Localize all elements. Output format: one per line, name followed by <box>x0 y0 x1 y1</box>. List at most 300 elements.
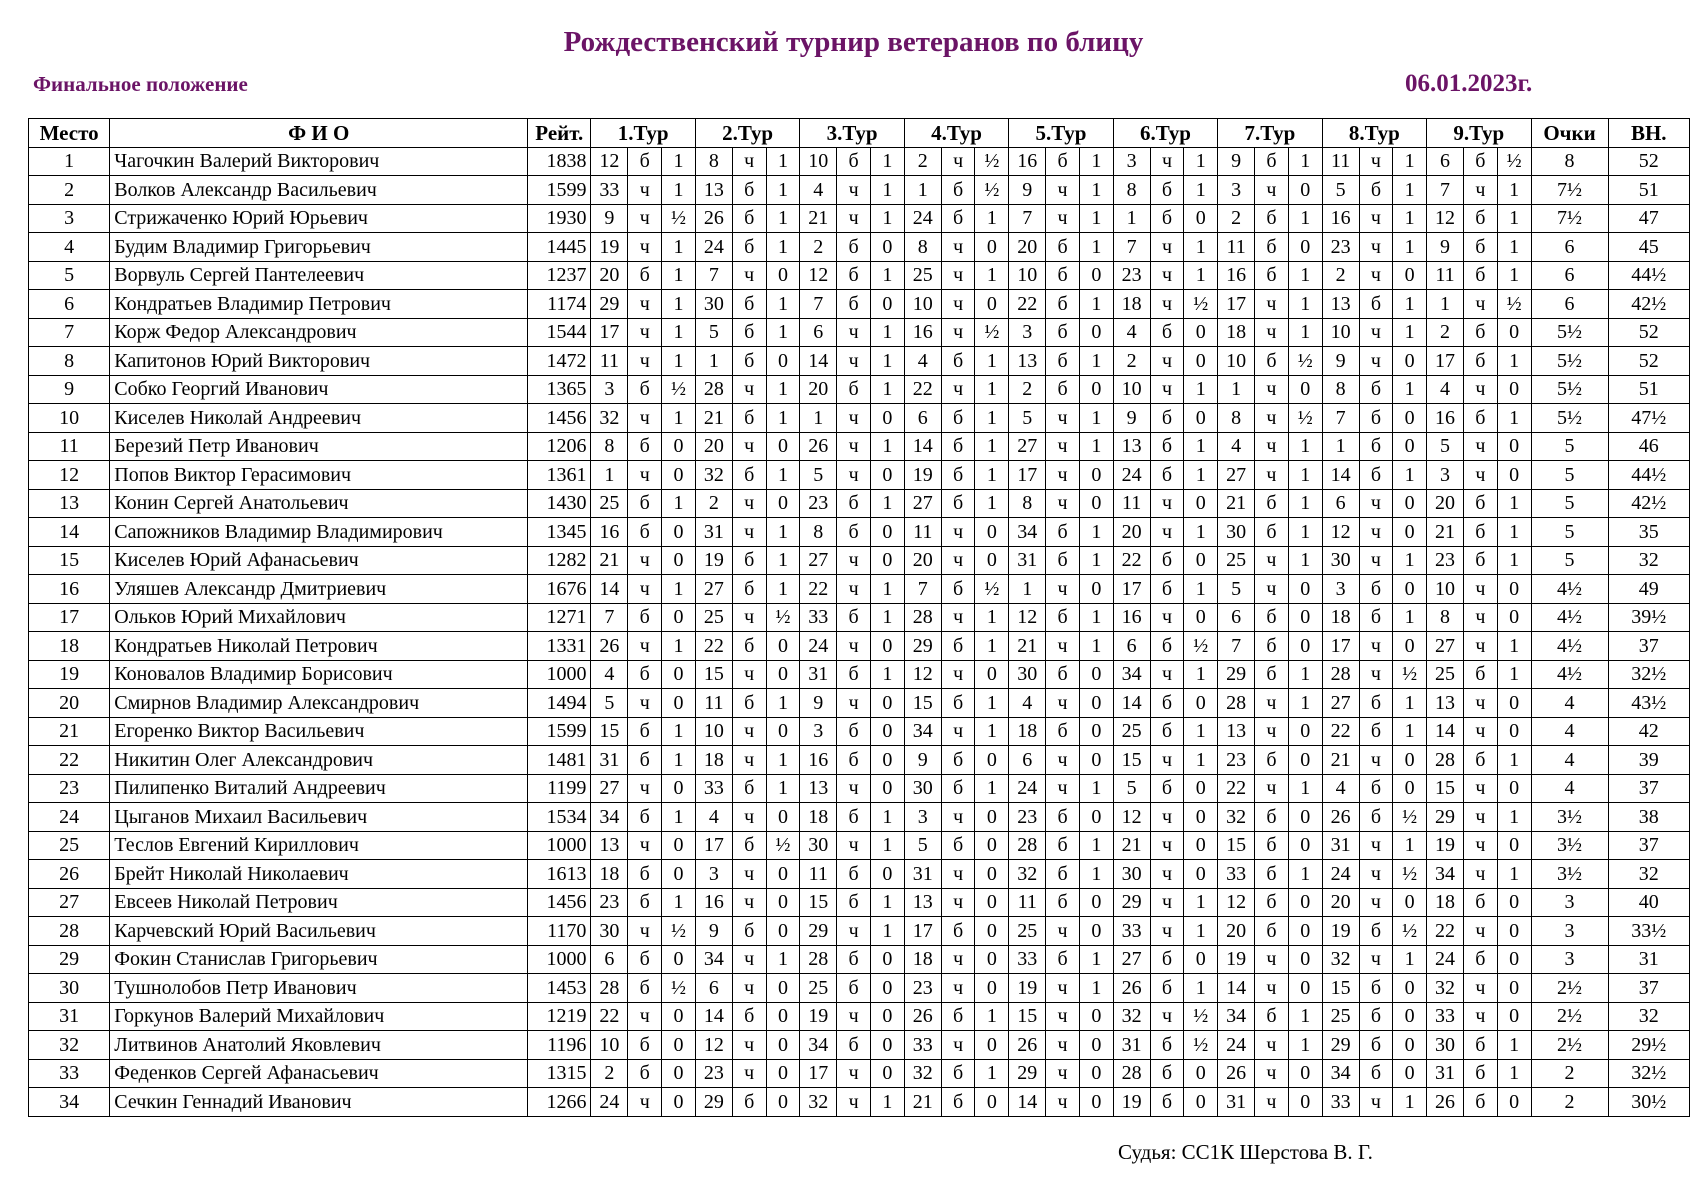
round-5-opponent-cell: 20 <box>1009 233 1046 262</box>
round-5-color-cell: б <box>1046 888 1080 917</box>
round-1-opponent-cell: 12 <box>591 147 628 176</box>
round-5-color-cell: б <box>1046 603 1080 632</box>
tiebreak-cell: 47½ <box>1608 404 1689 433</box>
round-6-result-cell: 0 <box>1184 347 1218 376</box>
round-3-opponent-cell: 25 <box>800 974 837 1003</box>
round-3-opponent-cell: 8 <box>800 518 837 547</box>
round-4-opponent-cell: 30 <box>904 774 941 803</box>
round-9-color-cell: б <box>1463 546 1497 575</box>
round-5-opponent-cell: 17 <box>1009 461 1046 490</box>
round-1-opponent-cell: 28 <box>591 974 628 1003</box>
round-8-result-cell: ½ <box>1393 803 1427 832</box>
round-9-result-cell: 0 <box>1497 1088 1531 1117</box>
round-5-result-cell: 1 <box>1079 831 1113 860</box>
round-2-opponent-cell: 18 <box>695 746 732 775</box>
round-2-opponent-cell: 32 <box>695 461 732 490</box>
round-1-opponent-cell: 27 <box>591 774 628 803</box>
round-4-opponent-cell: 12 <box>904 660 941 689</box>
tiebreak-cell: 44½ <box>1608 461 1689 490</box>
round-1-opponent-cell: 4 <box>591 660 628 689</box>
rating-cell: 1331 <box>528 632 591 661</box>
round-1-opponent-cell: 25 <box>591 489 628 518</box>
document-title: Рождественский турнир ветеранов по блицу <box>563 26 1144 58</box>
round-3-result-cell: 0 <box>871 546 905 575</box>
round-6-color-cell: ч <box>1150 290 1184 319</box>
round-1-opponent-cell: 13 <box>591 831 628 860</box>
round-9-opponent-cell: 9 <box>1427 233 1464 262</box>
round-2-opponent-cell: 25 <box>695 603 732 632</box>
round-7-result-cell: 0 <box>1288 632 1322 661</box>
tiebreak-cell: 39 <box>1608 746 1689 775</box>
player-name-cell: Тушнолобов Петр Иванович <box>110 974 528 1003</box>
round-4-result-cell: 0 <box>975 974 1009 1003</box>
round-1-opponent-cell: 29 <box>591 290 628 319</box>
round-4-result-cell: 0 <box>975 660 1009 689</box>
round-1-result-cell: 0 <box>662 1059 696 1088</box>
round-4-result-cell: ½ <box>975 176 1009 205</box>
round-1-opponent-cell: 9 <box>591 204 628 233</box>
round-9-opponent-cell: 12 <box>1427 204 1464 233</box>
round-8-result-cell: 1 <box>1393 461 1427 490</box>
round-5-opponent-cell: 24 <box>1009 774 1046 803</box>
round-5-result-cell: 1 <box>1079 404 1113 433</box>
round-6-result-cell: 0 <box>1184 404 1218 433</box>
points-cell: 2 <box>1531 1059 1608 1088</box>
round-8-result-cell: 1 <box>1393 375 1427 404</box>
round-1-color-cell: б <box>628 888 662 917</box>
round-7-opponent-cell: 17 <box>1218 290 1255 319</box>
round-8-color-cell: б <box>1359 404 1393 433</box>
round-9-result-cell: 0 <box>1497 432 1531 461</box>
round-1-result-cell: 1 <box>662 176 696 205</box>
round-7-result-cell: 0 <box>1288 945 1322 974</box>
round-7-color-cell: ч <box>1255 375 1289 404</box>
player-name-cell: Собко Георгий Иванович <box>110 375 528 404</box>
round-7-result-cell: 1 <box>1288 774 1322 803</box>
round-6-result-cell: ½ <box>1184 290 1218 319</box>
place-cell: 34 <box>29 1088 110 1117</box>
round-8-color-cell: б <box>1359 717 1393 746</box>
header-round-2: 2.Тур <box>695 119 799 148</box>
round-8-color-cell: ч <box>1359 233 1393 262</box>
place-cell: 19 <box>29 660 110 689</box>
round-7-opponent-cell: 5 <box>1218 575 1255 604</box>
round-6-opponent-cell: 17 <box>1113 575 1150 604</box>
round-5-result-cell: 0 <box>1079 489 1113 518</box>
round-5-opponent-cell: 14 <box>1009 1088 1046 1117</box>
round-9-result-cell: 1 <box>1497 404 1531 433</box>
place-cell: 7 <box>29 318 110 347</box>
round-2-color-cell: б <box>732 1088 766 1117</box>
place-cell: 25 <box>29 831 110 860</box>
round-7-color-cell: ч <box>1255 717 1289 746</box>
round-7-result-cell: 0 <box>1288 1088 1322 1117</box>
round-3-result-cell: 1 <box>871 575 905 604</box>
round-5-result-cell: 0 <box>1079 461 1113 490</box>
round-3-color-cell: ч <box>837 774 871 803</box>
round-4-color-cell: б <box>941 461 975 490</box>
points-cell: 5½ <box>1531 318 1608 347</box>
player-name-cell: Смирнов Владимир Александрович <box>110 689 528 718</box>
round-3-opponent-cell: 2 <box>800 233 837 262</box>
round-1-result-cell: 0 <box>662 461 696 490</box>
round-7-result-cell: 1 <box>1288 489 1322 518</box>
points-cell: 3 <box>1531 888 1608 917</box>
round-4-result-cell: 0 <box>975 917 1009 946</box>
round-6-color-cell: б <box>1150 974 1184 1003</box>
round-9-result-cell: 0 <box>1497 461 1531 490</box>
round-2-result-cell: 0 <box>766 860 800 889</box>
rating-cell: 1456 <box>528 888 591 917</box>
round-9-opponent-cell: 7 <box>1427 176 1464 205</box>
round-7-result-cell: 1 <box>1288 261 1322 290</box>
round-2-result-cell: 0 <box>766 888 800 917</box>
round-9-opponent-cell: 20 <box>1427 489 1464 518</box>
round-9-opponent-cell: 1 <box>1427 290 1464 319</box>
round-5-opponent-cell: 18 <box>1009 717 1046 746</box>
round-6-opponent-cell: 10 <box>1113 375 1150 404</box>
round-2-color-cell: б <box>732 233 766 262</box>
round-6-result-cell: 1 <box>1184 518 1218 547</box>
round-4-color-cell: б <box>941 689 975 718</box>
place-cell: 28 <box>29 917 110 946</box>
round-5-result-cell: 1 <box>1079 603 1113 632</box>
round-8-opponent-cell: 31 <box>1322 831 1359 860</box>
round-2-opponent-cell: 28 <box>695 375 732 404</box>
round-5-opponent-cell: 9 <box>1009 176 1046 205</box>
points-cell: 3½ <box>1531 860 1608 889</box>
round-9-result-cell: ½ <box>1497 290 1531 319</box>
player-name-cell: Ворвуль Сергей Пантелеевич <box>110 261 528 290</box>
round-9-color-cell: б <box>1463 347 1497 376</box>
place-cell: 12 <box>29 461 110 490</box>
tiebreak-cell: 29½ <box>1608 1031 1689 1060</box>
round-9-color-cell: ч <box>1463 603 1497 632</box>
round-1-color-cell: б <box>628 974 662 1003</box>
points-cell: 5½ <box>1531 347 1608 376</box>
round-1-color-cell: ч <box>628 461 662 490</box>
round-2-opponent-cell: 8 <box>695 147 732 176</box>
rating-cell: 1676 <box>528 575 591 604</box>
round-2-color-cell: ч <box>732 489 766 518</box>
round-9-opponent-cell: 21 <box>1427 518 1464 547</box>
points-cell: 8 <box>1531 147 1608 176</box>
round-8-result-cell: 1 <box>1393 945 1427 974</box>
round-8-color-cell: ч <box>1359 347 1393 376</box>
round-3-color-cell: ч <box>837 546 871 575</box>
round-9-opponent-cell: 26 <box>1427 1088 1464 1117</box>
round-2-opponent-cell: 34 <box>695 945 732 974</box>
round-1-color-cell: ч <box>628 917 662 946</box>
round-2-color-cell: б <box>732 546 766 575</box>
round-3-color-cell: б <box>837 290 871 319</box>
round-8-opponent-cell: 2 <box>1322 261 1359 290</box>
round-9-result-cell: 1 <box>1497 1031 1531 1060</box>
round-4-opponent-cell: 32 <box>904 1059 941 1088</box>
player-name-cell: Киселев Юрий Афанасьевич <box>110 546 528 575</box>
round-1-opponent-cell: 32 <box>591 404 628 433</box>
round-8-opponent-cell: 20 <box>1322 888 1359 917</box>
round-2-opponent-cell: 19 <box>695 546 732 575</box>
round-2-result-cell: 0 <box>766 1088 800 1117</box>
round-8-result-cell: 0 <box>1393 489 1427 518</box>
round-4-color-cell: ч <box>941 888 975 917</box>
rating-cell: 1219 <box>528 1002 591 1031</box>
points-cell: 4 <box>1531 746 1608 775</box>
round-2-result-cell: 1 <box>766 546 800 575</box>
round-7-opponent-cell: 13 <box>1218 717 1255 746</box>
round-9-color-cell: б <box>1463 945 1497 974</box>
rating-cell: 1456 <box>528 404 591 433</box>
round-6-opponent-cell: 24 <box>1113 461 1150 490</box>
round-4-result-cell: 1 <box>975 603 1009 632</box>
round-2-opponent-cell: 5 <box>695 318 732 347</box>
round-8-result-cell: 1 <box>1393 318 1427 347</box>
points-cell: 5 <box>1531 461 1608 490</box>
round-5-color-cell: ч <box>1046 974 1080 1003</box>
round-5-color-cell: ч <box>1046 632 1080 661</box>
round-1-opponent-cell: 8 <box>591 432 628 461</box>
round-6-opponent-cell: 14 <box>1113 689 1150 718</box>
round-4-color-cell: б <box>941 831 975 860</box>
round-7-color-cell: б <box>1255 860 1289 889</box>
points-cell: 5 <box>1531 489 1608 518</box>
round-7-result-cell: 0 <box>1288 575 1322 604</box>
round-5-result-cell: 0 <box>1079 575 1113 604</box>
round-3-opponent-cell: 22 <box>800 575 837 604</box>
round-7-opponent-cell: 9 <box>1218 147 1255 176</box>
round-3-result-cell: 1 <box>871 147 905 176</box>
round-3-result-cell: 1 <box>871 917 905 946</box>
player-name-cell: Киселев Николай Андреевич <box>110 404 528 433</box>
round-6-result-cell: 0 <box>1184 603 1218 632</box>
player-name-cell: Березий Петр Иванович <box>110 432 528 461</box>
rating-cell: 1170 <box>528 917 591 946</box>
round-5-result-cell: 1 <box>1079 432 1113 461</box>
round-4-color-cell: б <box>941 632 975 661</box>
round-2-color-cell: ч <box>732 603 766 632</box>
round-4-color-cell: ч <box>941 660 975 689</box>
player-name-cell: Кондратьев Николай Петрович <box>110 632 528 661</box>
round-3-color-cell: ч <box>837 632 871 661</box>
round-3-opponent-cell: 5 <box>800 461 837 490</box>
round-9-result-cell: 1 <box>1497 803 1531 832</box>
round-7-opponent-cell: 32 <box>1218 803 1255 832</box>
round-7-opponent-cell: 10 <box>1218 347 1255 376</box>
round-6-result-cell: 0 <box>1184 774 1218 803</box>
round-4-color-cell: б <box>941 404 975 433</box>
round-6-opponent-cell: 32 <box>1113 1002 1150 1031</box>
player-name-cell: Будим Владимир Григорьевич <box>110 233 528 262</box>
round-2-color-cell: б <box>732 689 766 718</box>
round-3-result-cell: 1 <box>871 603 905 632</box>
round-3-result-cell: 0 <box>871 974 905 1003</box>
round-2-color-cell: б <box>732 404 766 433</box>
round-3-opponent-cell: 13 <box>800 774 837 803</box>
round-3-result-cell: 1 <box>871 375 905 404</box>
round-9-result-cell: 1 <box>1497 204 1531 233</box>
tiebreak-cell: 37 <box>1608 974 1689 1003</box>
round-7-opponent-cell: 29 <box>1218 660 1255 689</box>
round-3-opponent-cell: 21 <box>800 204 837 233</box>
place-cell: 1 <box>29 147 110 176</box>
table-row <box>29 860 1690 889</box>
table-row <box>29 546 1690 575</box>
round-1-result-cell: 1 <box>662 147 696 176</box>
round-4-opponent-cell: 16 <box>904 318 941 347</box>
round-9-color-cell: ч <box>1463 689 1497 718</box>
round-8-opponent-cell: 28 <box>1322 660 1359 689</box>
round-3-color-cell: ч <box>837 404 871 433</box>
round-8-result-cell: 0 <box>1393 432 1427 461</box>
round-1-color-cell: б <box>628 603 662 632</box>
round-8-opponent-cell: 25 <box>1322 1002 1359 1031</box>
rating-cell: 1365 <box>528 375 591 404</box>
round-2-opponent-cell: 14 <box>695 1002 732 1031</box>
round-4-color-cell: б <box>941 176 975 205</box>
place-cell: 9 <box>29 375 110 404</box>
round-2-color-cell: б <box>732 347 766 376</box>
round-8-color-cell: ч <box>1359 318 1393 347</box>
round-8-color-cell: ч <box>1359 660 1393 689</box>
round-7-result-cell: 0 <box>1288 974 1322 1003</box>
round-3-opponent-cell: 14 <box>800 347 837 376</box>
round-5-opponent-cell: 7 <box>1009 204 1046 233</box>
round-6-opponent-cell: 23 <box>1113 261 1150 290</box>
round-4-result-cell: ½ <box>975 147 1009 176</box>
round-2-color-cell: б <box>732 774 766 803</box>
tiebreak-cell: 49 <box>1608 575 1689 604</box>
round-7-result-cell: 1 <box>1288 461 1322 490</box>
round-4-color-cell: б <box>941 774 975 803</box>
round-7-opponent-cell: 15 <box>1218 831 1255 860</box>
round-8-result-cell: 0 <box>1393 404 1427 433</box>
tiebreak-cell: 33½ <box>1608 917 1689 946</box>
round-1-opponent-cell: 10 <box>591 1031 628 1060</box>
round-7-result-cell: 0 <box>1288 831 1322 860</box>
round-1-result-cell: 0 <box>662 1031 696 1060</box>
rating-cell: 1430 <box>528 489 591 518</box>
place-cell: 8 <box>29 347 110 376</box>
round-5-result-cell: 1 <box>1079 347 1113 376</box>
round-5-color-cell: б <box>1046 261 1080 290</box>
round-3-result-cell: 1 <box>871 1088 905 1117</box>
round-7-opponent-cell: 8 <box>1218 404 1255 433</box>
round-6-opponent-cell: 25 <box>1113 717 1150 746</box>
round-4-result-cell: 1 <box>975 774 1009 803</box>
tiebreak-cell: 42½ <box>1608 489 1689 518</box>
round-9-color-cell: ч <box>1463 717 1497 746</box>
round-5-opponent-cell: 30 <box>1009 660 1046 689</box>
round-3-opponent-cell: 18 <box>800 803 837 832</box>
round-2-opponent-cell: 15 <box>695 660 732 689</box>
round-6-opponent-cell: 11 <box>1113 489 1150 518</box>
round-7-color-cell: б <box>1255 489 1289 518</box>
round-9-opponent-cell: 34 <box>1427 860 1464 889</box>
tiebreak-cell: 44½ <box>1608 261 1689 290</box>
round-3-color-cell: б <box>837 974 871 1003</box>
round-9-opponent-cell: 11 <box>1427 261 1464 290</box>
round-3-color-cell: ч <box>837 831 871 860</box>
round-6-result-cell: 0 <box>1184 1059 1218 1088</box>
place-cell: 16 <box>29 575 110 604</box>
round-3-result-cell: 0 <box>871 632 905 661</box>
header-round-1: 1.Тур <box>591 119 695 148</box>
round-1-result-cell: ½ <box>662 917 696 946</box>
round-2-result-cell: 1 <box>766 375 800 404</box>
round-5-result-cell: 0 <box>1079 1088 1113 1117</box>
round-6-result-cell: 1 <box>1184 888 1218 917</box>
round-6-color-cell: б <box>1150 1088 1184 1117</box>
round-3-result-cell: 1 <box>871 803 905 832</box>
tiebreak-cell: 32 <box>1608 860 1689 889</box>
round-2-opponent-cell: 33 <box>695 774 732 803</box>
round-2-color-cell: б <box>732 290 766 319</box>
round-8-opponent-cell: 18 <box>1322 603 1359 632</box>
table-row <box>29 917 1690 946</box>
round-9-opponent-cell: 13 <box>1427 689 1464 718</box>
points-cell: 4½ <box>1531 575 1608 604</box>
round-9-opponent-cell: 31 <box>1427 1059 1464 1088</box>
round-4-result-cell: 1 <box>975 375 1009 404</box>
round-1-result-cell: ½ <box>662 974 696 1003</box>
round-9-opponent-cell: 4 <box>1427 375 1464 404</box>
round-6-opponent-cell: 5 <box>1113 774 1150 803</box>
rating-cell: 1838 <box>528 147 591 176</box>
round-4-opponent-cell: 8 <box>904 233 941 262</box>
player-name-cell: Капитонов Юрий Викторович <box>110 347 528 376</box>
round-2-color-cell: ч <box>732 660 766 689</box>
place-cell: 18 <box>29 632 110 661</box>
round-2-opponent-cell: 1 <box>695 347 732 376</box>
round-6-opponent-cell: 22 <box>1113 546 1150 575</box>
round-8-color-cell: б <box>1359 603 1393 632</box>
round-8-result-cell: 0 <box>1393 974 1427 1003</box>
round-7-result-cell: 0 <box>1288 603 1322 632</box>
round-8-color-cell: б <box>1359 1002 1393 1031</box>
round-9-color-cell: б <box>1463 660 1497 689</box>
round-5-result-cell: 1 <box>1079 204 1113 233</box>
round-4-result-cell: 0 <box>975 290 1009 319</box>
round-4-result-cell: 1 <box>975 689 1009 718</box>
round-1-color-cell: ч <box>628 689 662 718</box>
round-9-color-cell: ч <box>1463 831 1497 860</box>
round-4-opponent-cell: 31 <box>904 860 941 889</box>
round-1-opponent-cell: 24 <box>591 1088 628 1117</box>
round-6-color-cell: ч <box>1150 489 1184 518</box>
table-row <box>29 575 1690 604</box>
round-7-opponent-cell: 16 <box>1218 261 1255 290</box>
round-3-color-cell: ч <box>837 318 871 347</box>
place-cell: 11 <box>29 432 110 461</box>
table-row <box>29 489 1690 518</box>
round-7-opponent-cell: 2 <box>1218 204 1255 233</box>
header-name: Ф И О <box>110 119 528 148</box>
round-7-opponent-cell: 27 <box>1218 461 1255 490</box>
round-8-opponent-cell: 15 <box>1322 974 1359 1003</box>
round-2-color-cell: ч <box>732 974 766 1003</box>
table-row <box>29 461 1690 490</box>
round-2-color-cell: ч <box>732 147 766 176</box>
round-5-color-cell: ч <box>1046 774 1080 803</box>
round-5-opponent-cell: 31 <box>1009 546 1046 575</box>
round-6-result-cell: 1 <box>1184 717 1218 746</box>
round-8-opponent-cell: 1 <box>1322 432 1359 461</box>
round-4-opponent-cell: 10 <box>904 290 941 319</box>
round-4-opponent-cell: 14 <box>904 432 941 461</box>
round-2-result-cell: 0 <box>766 1031 800 1060</box>
round-5-result-cell: 0 <box>1079 660 1113 689</box>
